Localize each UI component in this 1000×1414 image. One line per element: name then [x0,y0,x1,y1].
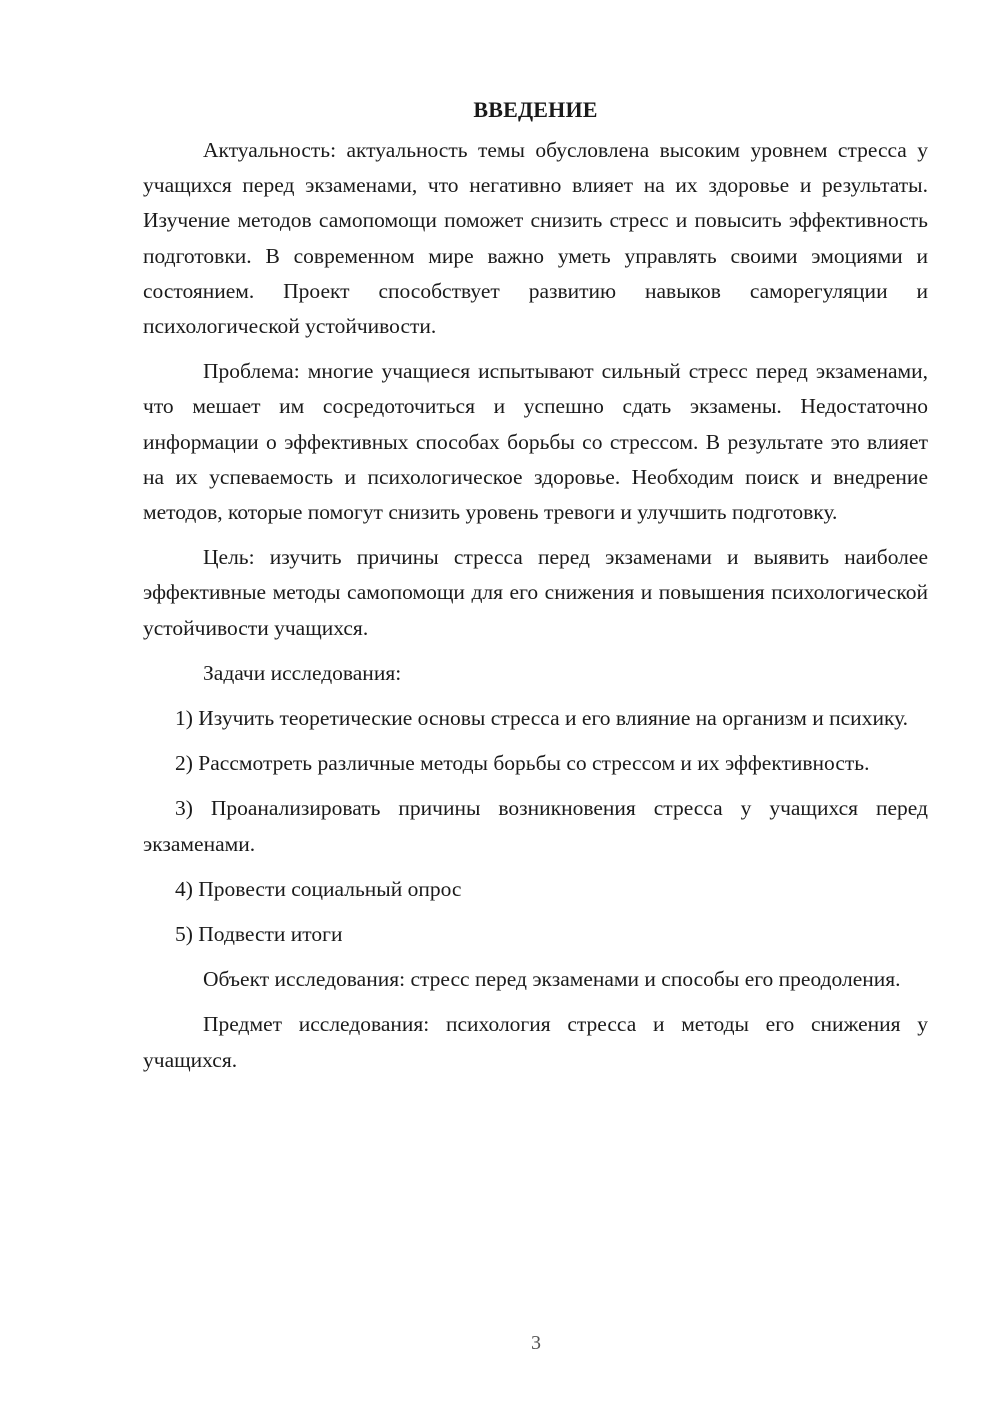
list-item: 3) Проанализировать причины возникновения стресса у учащихся перед экзаменами. [143,796,928,856]
paragraph-goal: Цель: изучить причины стресса перед экзаменами и выявить наиболее эффективные методы самопомощи для его снижения и повышения психологической устойчивости учащихся. [143,545,928,640]
paragraph-object: Объект исследования: стресс перед экзаменами и способы его преодоления. [203,967,901,992]
document-page [143,92,928,1078]
paragraph-problem: Проблема: многие учащиеся испытывают сильный стресс перед экзаменами, что мешает им сосредоточиться и успешно сдать экзамены. Недостаточно информации о эффективных способах борьбы со стрессом. В результате это влияет на их успеваемость и психологическое здоровье. Необходим поиск и внедрение методов, которые помогут снизить уровень тревоги и улучшить подготовку. [143,359,928,525]
tasks-heading: Задачи исследования: [203,660,402,685]
list-item: 4) Провести социальный опрос [175,876,462,901]
list-item: 5) Подвести итоги [175,922,343,947]
list-item: 1) Изучить теоретические основы стресса и его влияние на организм и психику. [175,706,909,731]
page-title: ВВЕДЕНИЕ [473,97,598,122]
page-number: 3 [531,1332,541,1354]
tasks-list [143,701,928,952]
paragraph-relevance: Актуальность: актуальность темы обусловлена высоким уровнем стресса у учащихся перед экзаменами, что негативно влияет на их здоровье и результаты. Изучение методов самопомощи поможет снизить стресс и повысить эффективность подготовки. В современном мире важно уметь управлять своими эмоциями и состоянием. Проект способствует развитию навыков саморегуляции и психологической устойчивости. [143,138,928,339]
paragraph-subject: Предмет исследования: психология стресса и методы его снижения у учащихся. [143,1012,928,1072]
list-item: 2) Рассмотреть различные методы борьбы со стрессом и их эффективность. [175,751,870,776]
